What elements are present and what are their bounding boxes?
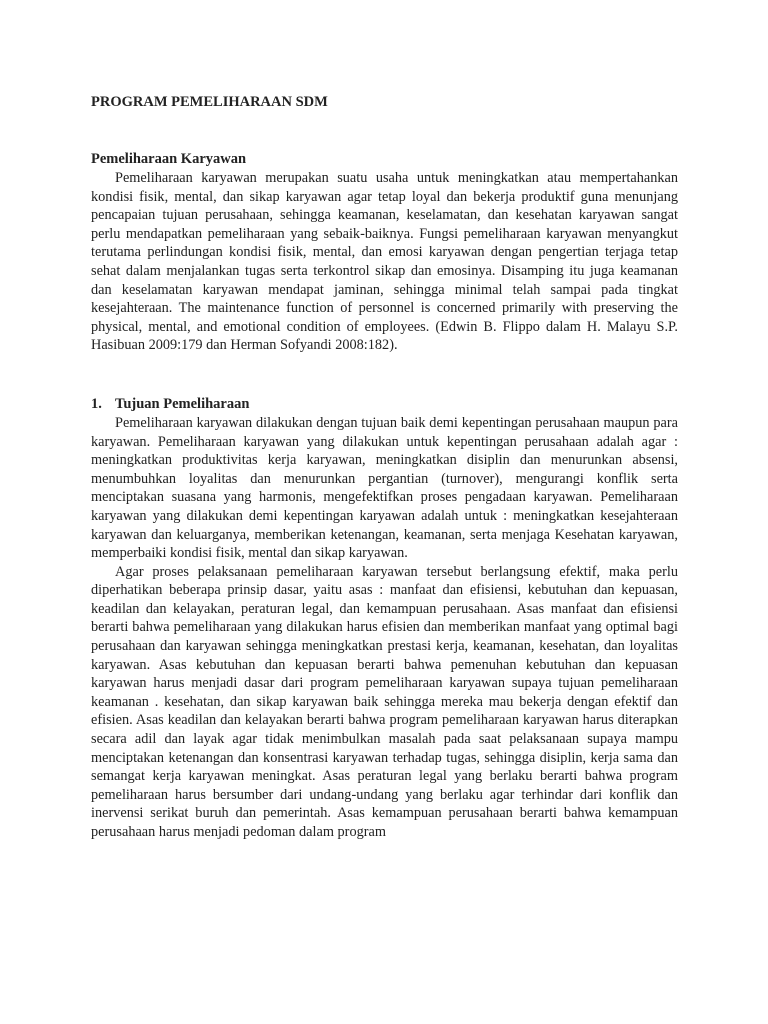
- document-title: PROGRAM PEMELIHARAAN SDM: [91, 94, 328, 110]
- paragraph-tujuan-1: Pemeliharaan karyawan dilakukan dengan tujuan baik demi kepentingan perusahaan maupun para karyawan. Pemeliharaan karyawan yang dilakukan untuk kepentingan perusahaan adalah agar : meningkatkan produktivitas kerja karyawan, meningkatkan disiplin dan menurunkan absensi, menumbuhkan loyalitas dan menurunkan pergantian (turnover), mengurangi konflik serta menciptakan suasana yang harmonis, mengefektifkan proses pengadaan karyawan. Pemeliharaan karyawan yang dilakukan demi kepentingan karyawan adalah untuk : meningkatkan kesejahteraan karyawan dan keluarganya, memberikan ketenangan, keamanan, serta menjaga Kesehatan karyawan, memperbaiki kondisi fisik, mental dan sikap karyawan.: [91, 414, 678, 562]
- section-heading-pemeliharaan-karyawan: Pemeliharaan Karyawan: [91, 151, 247, 167]
- document-page: [91, 93, 678, 842]
- section-heading-tujuan-pemeliharaan: [91, 395, 678, 414]
- paragraph-pemeliharaan-karyawan: Pemeliharaan karyawan merupakan suatu usaha untuk meningkatkan atau mempertahankan kondisi fisik, mental, dan sikap karyawan agar tetap loyal dan bekerja produktif guna menunjang pencapaian tujuan perusahaan, sehingga keamanan, keselamatan, dan kesehatan karyawan sangat perlu mendapatkan pemeliharaan yang sebaik-baiknya. Fungsi pemeliharaan karyawan menyangkut terutama perlindungan kondisi fisik, mental, dan emosi karyawan dengan pengertian terjaga tetap sehat dalam menjalankan tugas serta terkontrol sikap dan emosinya. Disamping itu juga keamanan dan keselamatan karyawan mendapat jaminan, sehingga minimal telah sampai pada tingkat kesejahteraan. The maintenance function of personnel is concerned primarily with preserving the physical, mental, and emotional condition of employees. (Edwin B. Flippo dalam H. Malayu S.P. Hasibuan 2009:179 dan Herman Sofyandi 2008:182).: [91, 170, 678, 354]
- section-number: 1.: [91, 395, 102, 412]
- section-heading-label: Tujuan Pemeliharaan: [115, 395, 250, 412]
- paragraph-tujuan-2: Agar proses pelaksanaan pemeliharaan karyawan tersebut berlangsung efektif, maka perlu diperhatikan beberapa prinsip dasar, yaitu asas : manfaat dan efisiensi, kebutuhan dan kepuasan, keadilan dan kelayakan, peraturan legal, dan kemampuan perusahaan. Asas manfaat dan efisiensi berarti bahwa pemeliharaan yang dilakukan harus efisien dan memberikan manfaat yang optimal bagi perusahaan dan karyawan sehingga meningkatkan prestasi kerja, keamanan, kesehatan, dan loyalitas karyawan. Asas kebutuhan dan kepuasan berarti bahwa pemenuhan kebutuhan dan kepuasan karyawan harus menjadi dasar dari program pemeliharaan karyawan supaya tujuan pemeliharaan keamanan . kesehatan, dan sikap karyawan baik sehingga mereka mau bekerja dengan efektif dan efisien. Asas keadilan dan kelayakan berarti bahwa program pemeliharaan karyawan harus diterapkan secara adil dan layak agar tidak menimbulkan masalah pada saat pelaksanaan supaya mampu menciptakan ketenangan dan konsentrasi karyawan terhadap tugas, sehingga disiplin, kerja sama dan semangat kerja karyawan meningkat. Asas peraturan legal yang berlaku berarti bahwa program pemeliharaan harus bersumber dari undang-undang yang berlaku agar terhindar dari konflik dan inervensi serikat buruh dan pemerintah. Asas kemampuan perusahaan berarti bahwa kemampuan perusahaan harus menjadi pedoman dalam program: [91, 563, 678, 840]
